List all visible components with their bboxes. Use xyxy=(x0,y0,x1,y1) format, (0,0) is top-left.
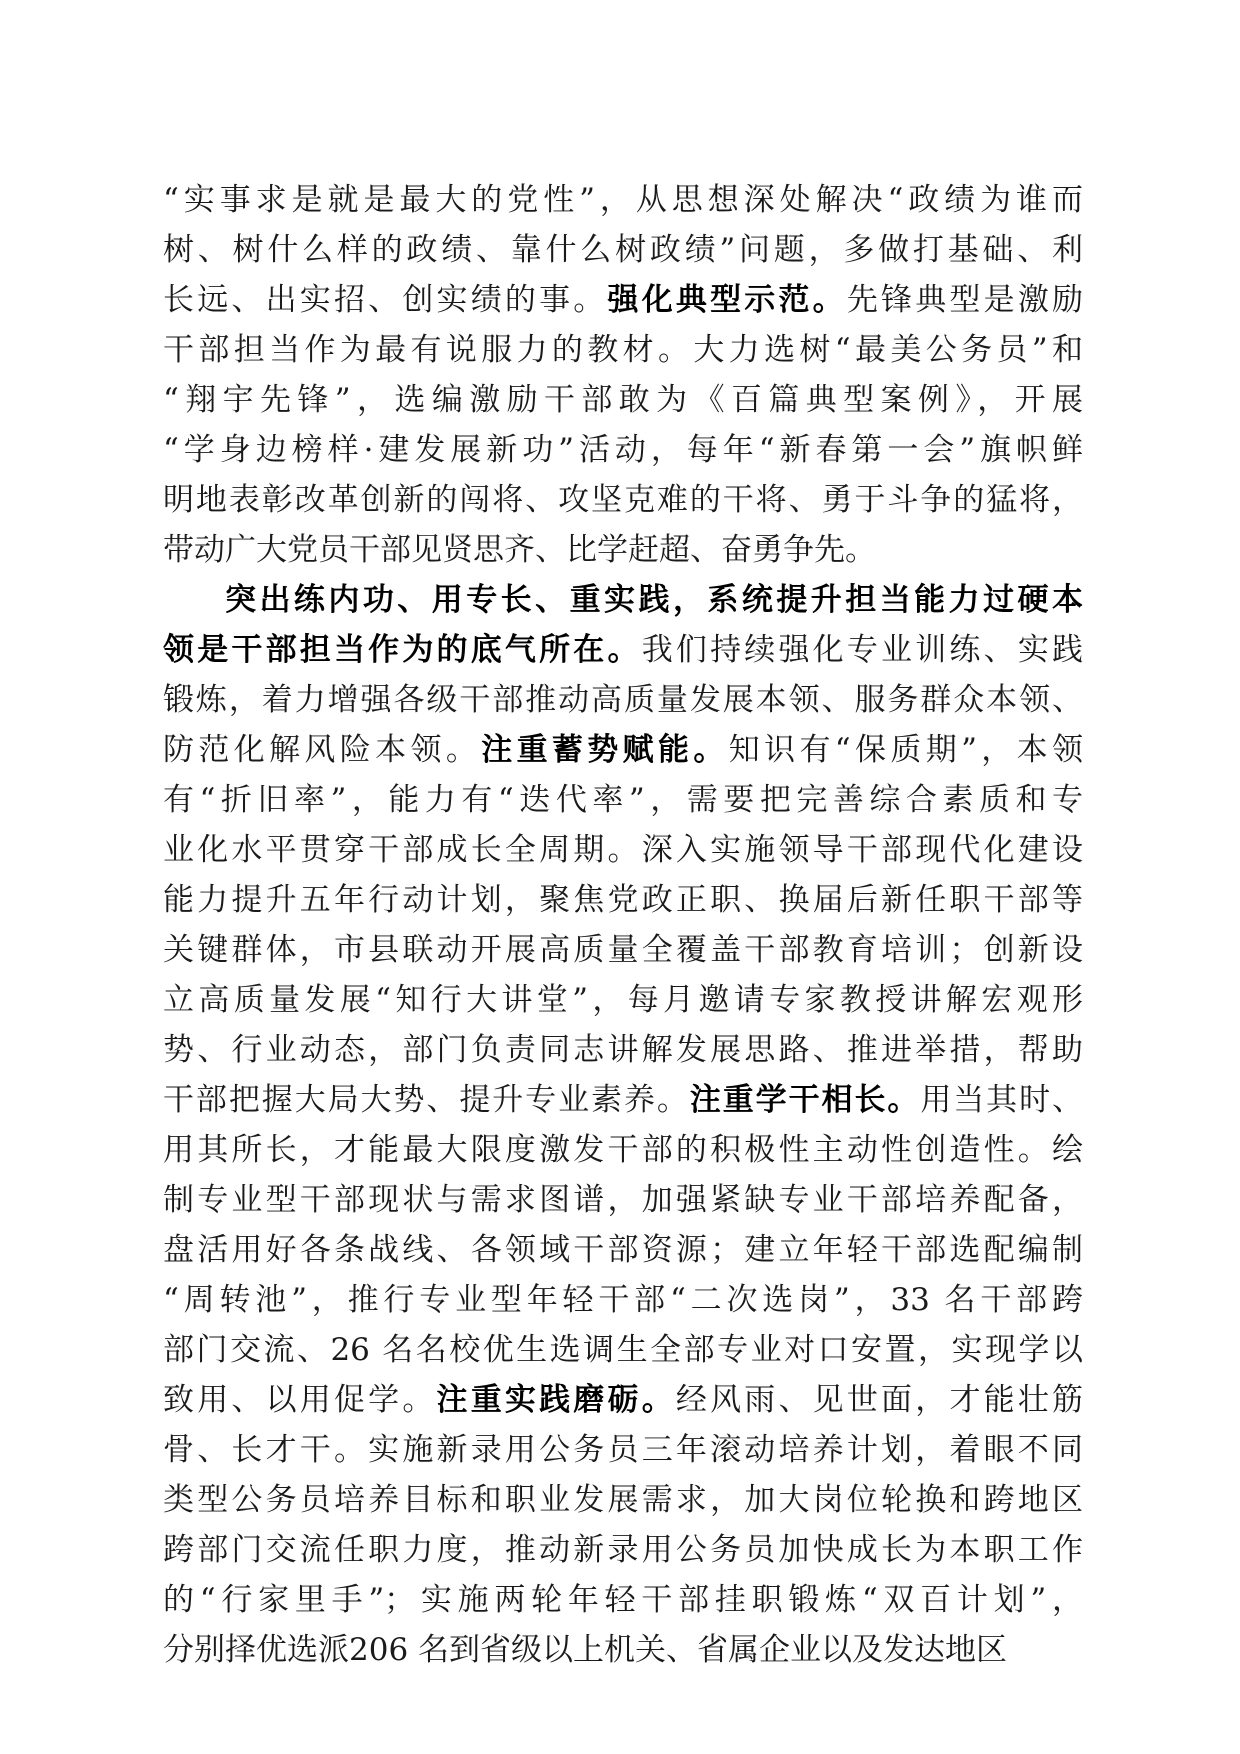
bold-heading-text: 注重实践磨砺。 xyxy=(436,1382,676,1418)
text-line xyxy=(163,1475,1083,1525)
body-text: 关键群体，市县联动开展高质量全覆盖干部教育培训；创新设 xyxy=(163,932,1083,968)
body-text: 能力提升五年行动计划，聚焦党政正职、换届后新任职干部等 xyxy=(163,882,1083,918)
body-text: 骨、长才干。实施新录用公务员三年滚动培养计划，着眼不同 xyxy=(163,1432,1083,1468)
body-text: 我们持续强化专业训练、实践 xyxy=(641,632,1084,668)
text-line xyxy=(163,225,1083,275)
body-text: 用当其时、 xyxy=(920,1082,1084,1118)
body-text: 长远、出实招、创实绩的事。 xyxy=(163,282,608,318)
body-text: 势、行业动态，部门负责同志讲解发展思路、推进举措，帮助 xyxy=(163,1032,1083,1068)
body-text: 跨部门交流任职力度，推动新录用公务员加快成长为本职工作 xyxy=(163,1532,1083,1568)
text-line xyxy=(163,1275,1083,1325)
text-line xyxy=(163,275,1083,325)
bold-heading-text: 注重蓄势赋能。 xyxy=(481,732,729,768)
text-line xyxy=(163,1025,1083,1075)
text-line xyxy=(163,1175,1083,1225)
body-text: 锻炼，着力增强各级干部推动高质量发展本领、服务群众本领、 xyxy=(163,682,1083,718)
body-text: “学身边榜样·建发展新功”活动，每年“新春第一会”旗帜鲜 xyxy=(163,432,1083,468)
body-text: 干部把握大局大势、提升专业素养。 xyxy=(163,1082,690,1118)
text-line xyxy=(163,375,1083,425)
text-line xyxy=(163,1325,1083,1375)
text-line xyxy=(163,675,1083,725)
bold-heading-text: 突出练内功、用专长、重实践，系统提升担当能力过硬本 xyxy=(225,582,1083,618)
body-text: 经风雨、见世面，才能壮筋 xyxy=(675,1382,1084,1418)
text-line xyxy=(163,1625,1083,1675)
body-text: 用其所长，才能最大限度激发干部的积极性主动性创造性。绘 xyxy=(163,1132,1083,1168)
body-text: 部门交流、26 名名校优生选调生全部专业对口安置，实现学以 xyxy=(163,1332,1083,1368)
body-text: 盘活用好各条战线、各领域干部资源；建立年轻干部选配编制 xyxy=(163,1232,1083,1268)
bold-heading-text: 领是干部担当作为的底气所在。 xyxy=(163,632,642,668)
body-text: 防范化解风险本领。 xyxy=(163,732,482,768)
text-line xyxy=(163,975,1083,1025)
text-line xyxy=(163,525,1083,575)
text-line xyxy=(163,825,1083,875)
body-text: “翔宇先锋”，选编激励干部敢为《百篇典型案例》，开展 xyxy=(163,382,1083,418)
body-text: 树、树什么样的政绩、靠什么树政绩”问题，多做打基础、利 xyxy=(163,232,1083,268)
text-line xyxy=(163,1125,1083,1175)
body-text: “实事求是就是最大的党性”，从思想深处解决“政绩为谁而 xyxy=(163,182,1083,218)
body-text: 致用、以用促学。 xyxy=(163,1382,437,1418)
bold-heading-text: 注重学干相长。 xyxy=(689,1082,921,1118)
text-line xyxy=(163,175,1083,225)
body-text: 有“折旧率”，能力有“迭代率”，需要把完善综合素质和专 xyxy=(163,782,1083,818)
body-text: 立高质量发展“知行大讲堂”，每月邀请专家教授讲解宏观形 xyxy=(163,982,1083,1018)
body-text: 知识有“保质期”，本领 xyxy=(728,732,1084,768)
text-line xyxy=(163,1225,1083,1275)
text-line xyxy=(163,725,1083,775)
body-text: 的“行家里手”；实施两轮年轻干部挂职锻炼“双百计划”， xyxy=(163,1582,1083,1618)
body-text: 制专业型干部现状与需求图谱，加强紧缺专业干部培养配备， xyxy=(163,1182,1083,1218)
text-line xyxy=(163,775,1083,825)
text-line xyxy=(163,625,1083,675)
text-line xyxy=(163,425,1083,475)
text-line xyxy=(163,1375,1083,1425)
body-text: 干部担当作为最有说服力的教材。大力选树“最美公务员”和 xyxy=(163,332,1083,368)
text-line xyxy=(163,575,1083,625)
text-line xyxy=(163,475,1083,525)
body-text: 先锋典型是激励 xyxy=(846,282,1084,318)
bold-heading-text: 强化典型示范。 xyxy=(607,282,847,318)
text-line xyxy=(163,1525,1083,1575)
text-line xyxy=(163,1075,1083,1125)
text-line xyxy=(163,875,1083,925)
body-text: 带动广大党员干部见贤思齐、比学赶超、奋勇争先。 xyxy=(163,532,876,568)
text-line xyxy=(163,1575,1083,1625)
body-text: 分别择优选派206 名到省级以上机关、省属企业以及发达地区 xyxy=(163,1632,1008,1668)
body-text: “周转池”，推行专业型年轻干部“二次选岗”，33 名干部跨 xyxy=(163,1282,1083,1318)
text-line xyxy=(163,325,1083,375)
body-text: 业化水平贯穿干部成长全周期。深入实施领导干部现代化建设 xyxy=(163,832,1083,868)
text-line xyxy=(163,925,1083,975)
body-text: 明地表彰改革创新的闯将、攻坚克难的干将、勇于斗争的猛将， xyxy=(163,482,1083,518)
body-text: 类型公务员培养目标和职业发展需求，加大岗位轮换和跨地区 xyxy=(163,1482,1083,1518)
text-line xyxy=(163,1425,1083,1475)
